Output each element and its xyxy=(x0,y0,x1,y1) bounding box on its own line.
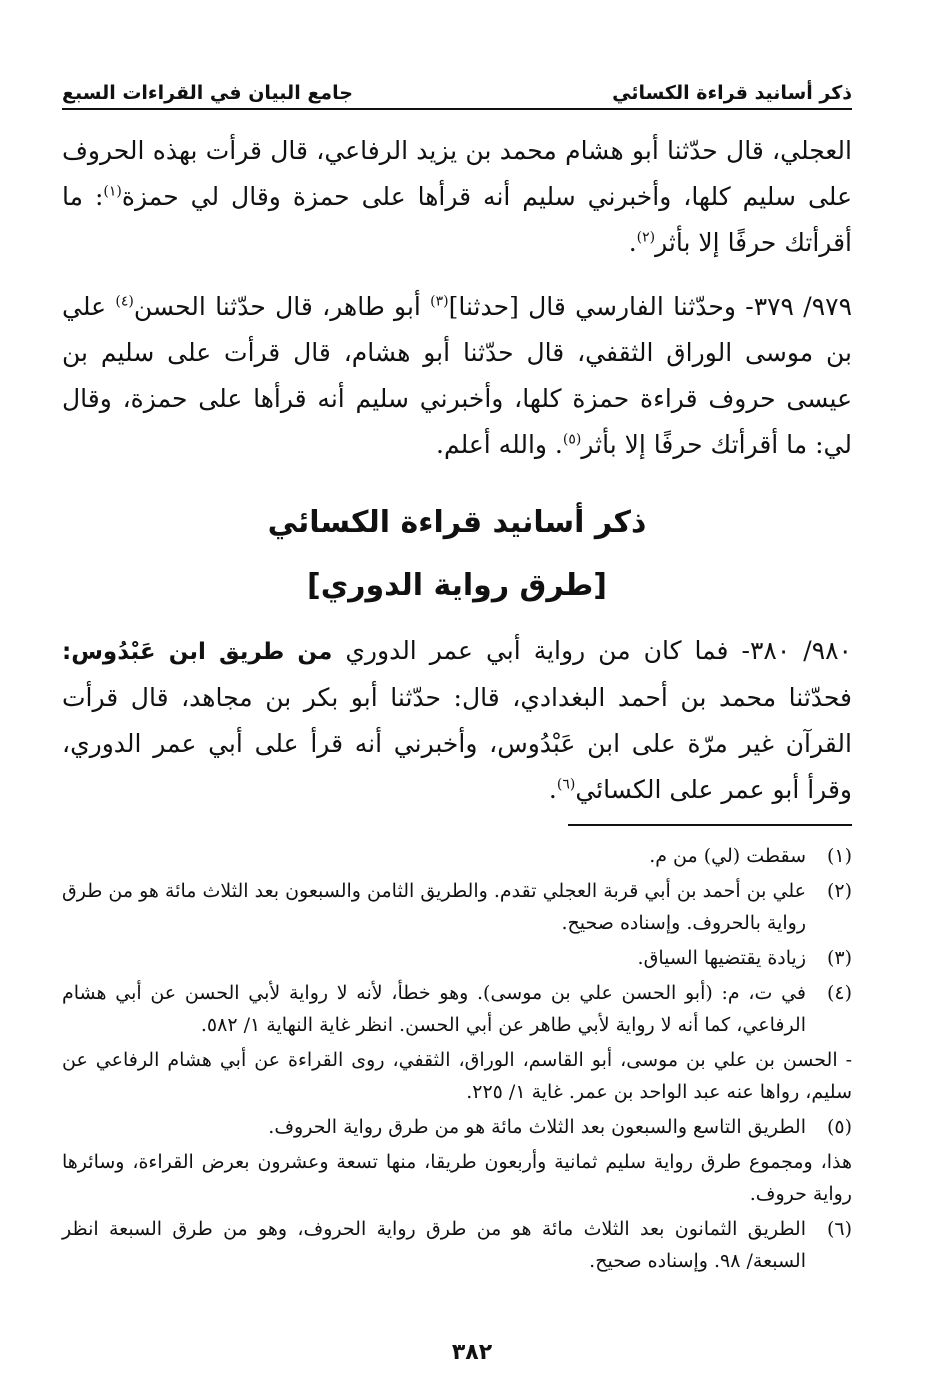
footnote-number: (٦) xyxy=(826,1218,852,1240)
paragraph-3 xyxy=(62,628,852,813)
footnote-number: (٥) xyxy=(826,1116,852,1138)
footnote-number: (١) xyxy=(826,845,852,867)
footnote-text: الطريق التاسع والسبعون بعد الثلاث مائة هو من طرق رواية الحروف. xyxy=(268,1116,806,1138)
footnote-number: (٢) xyxy=(826,880,852,902)
footnote-text: سقطت (لي) من م. xyxy=(649,845,806,867)
section-title: ذكر أسانيد قراءة الكسائي xyxy=(267,505,647,540)
footnote-number: (٤) xyxy=(826,982,852,1004)
footnote-item xyxy=(62,1111,852,1143)
footnote-ref-6: (٦) xyxy=(556,776,576,793)
footnote-number: (٣) xyxy=(826,947,852,969)
footnote-ref-4: (٤) xyxy=(115,293,134,310)
footnote-ref-3: (٣) xyxy=(430,293,449,310)
paragraph-2-text-a: ٩٧٩/ ٣٧٩- وحدّثنا الفارسي قال [حدثنا] xyxy=(448,292,853,321)
page-number: ٣٨٢ xyxy=(451,1340,493,1365)
footnote-text: في ت، م: (أبو الحسن علي بن موسى). وهو خطأ، لأنه لا رواية لأبي الحسن عن أبي هشام الرفاعي، كما أنه لا رواية لأبي طاهر عن أبي الحسن. انظر غاية النهاية ١/ ٥٨٢. xyxy=(62,982,806,1036)
footnote-item xyxy=(62,942,852,974)
footnote-item xyxy=(62,977,852,1041)
footnote-text: علي بن أحمد بن أبي قربة العجلي تقدم. والطريق الثامن والسبعون بعد الثلاث مائة هو من طرق رواية بالحروف. وإسناده صحيح. xyxy=(62,880,806,934)
footnote-item xyxy=(62,875,852,939)
section-subtitle: [طرق رواية الدوري] xyxy=(307,568,607,603)
footnote-continuation: هذا، ومجموع طرق رواية سليم ثمانية وأربعون طريقا، منها تسعة وعشرون بعرض القراءة، وسائرها رواية حروف. xyxy=(62,1151,852,1205)
footnotes xyxy=(62,840,852,1280)
footnote-text: زيادة يقتضيها السياق. xyxy=(637,947,806,969)
footnote-text: الطريق الثمانون بعد الثلاث مائة هو من طرق رواية الحروف، وهو من طرق السبعة انظر السبعة/ ٩٨. وإسناده صحيح. xyxy=(62,1218,806,1272)
footnote-ref-2: (٢) xyxy=(636,229,656,246)
paragraph-1 xyxy=(62,128,852,266)
footnote-item xyxy=(62,1213,852,1277)
paragraph-3-text-b: فحدّثنا محمد بن أحمد البغدادي، قال: حدّثنا أبو بكر بن مجاهد، قال قرأت القرآن غير مرّة على ابن عَبْدُوس، وأخبرني أنه قرأ على أبي عمر الدوري، وقرأ أبو عمر على الكسائي xyxy=(62,683,852,804)
paragraph-1-text-b: : ما أقرأتك حرفًا إلا بأثر xyxy=(62,182,852,257)
paragraph-1-text-a: العجلي، قال حدّثنا أبو هشام محمد بن يزيد الرفاعي، قال قرأت بهذه الحروف على سليم كلها، وأخبرني سليم أنه قرأها على حمزة وقال لي حمزة xyxy=(62,136,852,211)
paragraph-3-bold: من طريق ابن عَبْدُوس: xyxy=(62,639,333,665)
paragraph-2-text-b: أبو طاهر، قال حدّثنا الحسن xyxy=(133,292,431,321)
paragraph-2-text-c: علي بن موسى الوراق الثقفي، قال حدّثنا أبو هشام، قال قرأت على سليم بن عيسى حروف قراءة حمزة كلها، وأخبرني سليم أنه قرأها على حمزة، وقال لي: ما أقرأتك حرفًا إلا بأثر xyxy=(62,292,852,459)
footnote-item xyxy=(62,840,852,872)
running-header xyxy=(62,72,852,110)
footnote-ref-1: (١) xyxy=(103,183,122,200)
paragraph-3-text-a: ٩٨٠/ ٣٨٠- فما كان من رواية أبي عمر الدوري xyxy=(332,636,852,665)
header-chapter-title: ذكر أسانيد قراءة الكسائي xyxy=(612,82,852,104)
paragraph-2-text-d: . والله أعلم. xyxy=(436,430,563,459)
footnote-continuation: - الحسن بن علي بن موسى، أبو القاسم، الوراق، الثقفي، روى القراءة عن أبي هشام الرفاعي عن سليم، رواها عنه عبد الواحد بن عمر. غاية ١/ ٢٢٥. xyxy=(62,1049,852,1103)
paragraph-3-text-c: . xyxy=(548,775,557,804)
footnote-ref-5: (٥) xyxy=(562,431,582,448)
main-text xyxy=(62,128,852,486)
paragraph-1-text-c: . xyxy=(628,228,637,257)
header-book-title: جامع البيان في القراءات السبع xyxy=(62,82,353,104)
footnote-separator xyxy=(568,824,852,826)
paragraph-2 xyxy=(62,284,852,468)
